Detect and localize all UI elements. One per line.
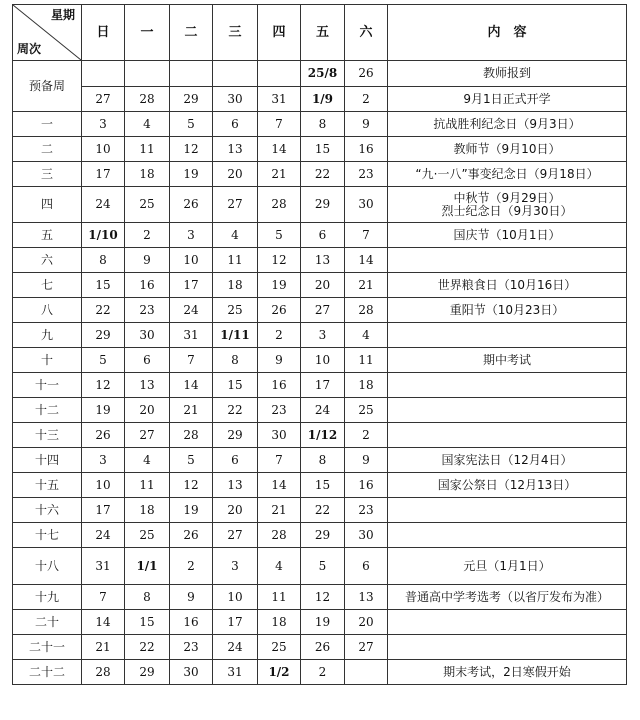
notes-cell xyxy=(388,273,627,298)
date-cell: 25 xyxy=(258,635,301,660)
date-cell xyxy=(82,61,125,87)
table-row xyxy=(13,473,627,498)
table-row xyxy=(13,548,627,585)
week-cell: 八 xyxy=(13,298,82,323)
table-row xyxy=(13,248,627,273)
date-cell: 16 xyxy=(345,137,388,162)
date-cell: 31 xyxy=(170,323,213,348)
table-row xyxy=(13,398,627,423)
date-cell: 6 xyxy=(125,348,170,373)
date-cell: 27 xyxy=(301,298,345,323)
date-cell: 10 xyxy=(213,585,258,610)
date-cell: 26 xyxy=(345,61,388,87)
notes-cell xyxy=(388,548,627,585)
week-cell: 二十二 xyxy=(13,660,82,685)
date-cell: 30 xyxy=(125,323,170,348)
date-cell: 11 xyxy=(125,137,170,162)
table-row xyxy=(13,223,627,248)
week-cell: 九 xyxy=(13,323,82,348)
date-cell: 2 xyxy=(258,323,301,348)
date-cell: 6 xyxy=(301,223,345,248)
week-cell: 十八 xyxy=(13,548,82,585)
notes-cell xyxy=(388,498,627,523)
date-cell: 17 xyxy=(301,373,345,398)
date-cell: 6 xyxy=(345,548,388,585)
date-cell: 27 xyxy=(213,523,258,548)
date-cell: 20 xyxy=(213,498,258,523)
week-cell: 十一 xyxy=(13,373,82,398)
header-day-thu: 四 xyxy=(258,5,301,61)
date-cell: 3 xyxy=(170,223,213,248)
notes-cell xyxy=(388,423,627,448)
date-cell: 25 xyxy=(125,187,170,223)
week-cell: 二十一 xyxy=(13,635,82,660)
calendar-body xyxy=(13,61,627,685)
date-cell: 12 xyxy=(82,373,125,398)
date-cell: 17 xyxy=(170,273,213,298)
date-cell: 13 xyxy=(213,473,258,498)
date-cell: 24 xyxy=(213,635,258,660)
date-cell: 27 xyxy=(345,635,388,660)
date-cell: 16 xyxy=(170,610,213,635)
week-cell: 十五 xyxy=(13,473,82,498)
table-row xyxy=(13,448,627,473)
notes-cell xyxy=(388,187,627,223)
date-cell: 20 xyxy=(345,610,388,635)
date-cell: 22 xyxy=(301,162,345,187)
header-notes: 内 容 xyxy=(388,5,627,61)
notes-cell xyxy=(388,398,627,423)
notes-cell xyxy=(388,298,627,323)
notes-cell xyxy=(388,162,627,187)
week-cell: 十三 xyxy=(13,423,82,448)
date-cell: 26 xyxy=(82,423,125,448)
date-cell: 10 xyxy=(301,348,345,373)
date-cell: 31 xyxy=(258,87,301,112)
date-cell: 18 xyxy=(125,498,170,523)
table-row xyxy=(13,523,627,548)
date-cell: 9 xyxy=(125,248,170,273)
table-row xyxy=(13,610,627,635)
date-cell: 30 xyxy=(258,423,301,448)
date-cell: 5 xyxy=(170,448,213,473)
note-text: 期末考试，2日寒假开始 xyxy=(443,664,571,679)
table-row xyxy=(13,635,627,660)
date-cell: 4 xyxy=(345,323,388,348)
note-text: 抗战胜利纪念日（9月3日） xyxy=(433,116,581,131)
date-cell: 7 xyxy=(258,448,301,473)
note-text: 世界粮食日（10月16日） xyxy=(437,277,577,292)
date-cell: 17 xyxy=(213,610,258,635)
date-cell: 9 xyxy=(258,348,301,373)
week-cell: 一 xyxy=(13,112,82,137)
date-cell: 31 xyxy=(213,660,258,685)
date-cell: 21 xyxy=(258,498,301,523)
date-cell: 29 xyxy=(170,87,213,112)
note-text: 中秋节（9月29日） xyxy=(453,190,561,205)
date-cell: 9 xyxy=(345,112,388,137)
table-row xyxy=(13,87,627,112)
date-cell: 2 xyxy=(170,548,213,585)
date-cell: 7 xyxy=(345,223,388,248)
date-cell: 30 xyxy=(345,187,388,223)
date-cell: 29 xyxy=(301,187,345,223)
note-text: 元旦（1月1日） xyxy=(463,558,551,573)
date-cell: 20 xyxy=(213,162,258,187)
date-cell xyxy=(125,61,170,87)
date-cell: 30 xyxy=(170,660,213,685)
date-cell: 28 xyxy=(345,298,388,323)
date-cell: 24 xyxy=(170,298,213,323)
note-text: 重阳节（10月23日） xyxy=(449,302,565,317)
date-cell: 2 xyxy=(345,423,388,448)
notes-cell xyxy=(388,373,627,398)
date-cell: 29 xyxy=(82,323,125,348)
date-cell: 28 xyxy=(258,187,301,223)
week-cell: 十二 xyxy=(13,398,82,423)
date-cell: 6 xyxy=(213,112,258,137)
note-text: 教师节（9月10日） xyxy=(453,141,561,156)
date-cell: 31 xyxy=(82,548,125,585)
week-cell: 五 xyxy=(13,223,82,248)
note-text: 9月1日正式开学 xyxy=(463,91,551,106)
date-cell: 1/12 xyxy=(301,423,345,448)
date-cell: 7 xyxy=(170,348,213,373)
date-cell: 3 xyxy=(301,323,345,348)
date-cell: 15 xyxy=(301,137,345,162)
table-row xyxy=(13,423,627,448)
notes-cell xyxy=(388,635,627,660)
date-cell: 10 xyxy=(82,137,125,162)
school-calendar-table xyxy=(12,4,627,685)
date-cell: 2 xyxy=(125,223,170,248)
date-cell: 26 xyxy=(170,187,213,223)
notes-cell xyxy=(388,137,627,162)
date-cell: 13 xyxy=(125,373,170,398)
date-cell: 27 xyxy=(213,187,258,223)
notes-cell xyxy=(388,523,627,548)
date-cell xyxy=(170,61,213,87)
date-cell: 13 xyxy=(301,248,345,273)
date-cell: 15 xyxy=(125,610,170,635)
corner-cell xyxy=(13,5,82,61)
header-day-fri: 五 xyxy=(301,5,345,61)
date-cell: 4 xyxy=(213,223,258,248)
notes-cell xyxy=(388,660,627,685)
week-cell: 十六 xyxy=(13,498,82,523)
date-cell: 19 xyxy=(82,398,125,423)
table-row xyxy=(13,162,627,187)
date-cell: 1/9 xyxy=(301,87,345,112)
date-cell: 20 xyxy=(125,398,170,423)
date-cell: 23 xyxy=(258,398,301,423)
note-text: 教师报到 xyxy=(482,66,531,80)
notes-cell xyxy=(388,348,627,373)
table-row xyxy=(13,660,627,685)
date-cell: 10 xyxy=(82,473,125,498)
date-cell: 25 xyxy=(125,523,170,548)
date-cell: 29 xyxy=(213,423,258,448)
date-cell: 12 xyxy=(170,137,213,162)
date-cell: 21 xyxy=(258,162,301,187)
date-cell: 3 xyxy=(213,548,258,585)
date-cell: 25/8 xyxy=(301,61,345,87)
table-row xyxy=(13,61,627,87)
notes-cell xyxy=(388,610,627,635)
week-cell: 二十 xyxy=(13,610,82,635)
table-row xyxy=(13,187,627,223)
date-cell: 24 xyxy=(301,398,345,423)
date-cell: 4 xyxy=(125,112,170,137)
date-cell: 26 xyxy=(170,523,213,548)
date-cell: 18 xyxy=(258,610,301,635)
date-cell: 9 xyxy=(170,585,213,610)
date-cell: 21 xyxy=(170,398,213,423)
date-cell: 8 xyxy=(125,585,170,610)
week-cell: 四 xyxy=(13,187,82,223)
week-cell: 十四 xyxy=(13,448,82,473)
date-cell: 1/1 xyxy=(125,548,170,585)
note-text: 普通高中学考选考（以省厅发布为准） xyxy=(404,589,609,604)
date-cell: 28 xyxy=(125,87,170,112)
date-cell: 14 xyxy=(258,473,301,498)
note-text: 国庆节（10月1日） xyxy=(453,227,561,242)
notes-cell xyxy=(388,112,627,137)
date-cell: 19 xyxy=(301,610,345,635)
date-cell: 6 xyxy=(213,448,258,473)
date-cell: 22 xyxy=(82,298,125,323)
notes-cell xyxy=(388,585,627,610)
notes-cell xyxy=(388,323,627,348)
date-cell: 25 xyxy=(345,398,388,423)
date-cell: 14 xyxy=(170,373,213,398)
date-cell: 14 xyxy=(258,137,301,162)
date-cell: 21 xyxy=(345,273,388,298)
note-text: 国家宪法日（12月4日） xyxy=(441,452,573,467)
week-cell: 六 xyxy=(13,248,82,273)
date-cell: 22 xyxy=(213,398,258,423)
date-cell: 22 xyxy=(301,498,345,523)
notes-cell xyxy=(388,448,627,473)
header-day-wed: 三 xyxy=(213,5,258,61)
date-cell: 12 xyxy=(258,248,301,273)
week-cell: 十九 xyxy=(13,585,82,610)
date-cell: 5 xyxy=(258,223,301,248)
date-cell: 23 xyxy=(125,298,170,323)
date-cell: 17 xyxy=(82,498,125,523)
date-cell: 18 xyxy=(345,373,388,398)
date-cell: 13 xyxy=(213,137,258,162)
date-cell: 24 xyxy=(82,187,125,223)
header-day-sat: 六 xyxy=(345,5,388,61)
week-cell: 三 xyxy=(13,162,82,187)
date-cell: 29 xyxy=(301,523,345,548)
date-cell: 8 xyxy=(301,112,345,137)
date-cell: 16 xyxy=(345,473,388,498)
header-day-sun: 日 xyxy=(82,5,125,61)
date-cell: 15 xyxy=(82,273,125,298)
date-cell: 8 xyxy=(301,448,345,473)
date-cell: 21 xyxy=(82,635,125,660)
date-cell: 28 xyxy=(170,423,213,448)
table-row xyxy=(13,498,627,523)
note-text: “九·一八”事变纪念日（9月18日） xyxy=(415,166,599,181)
date-cell: 16 xyxy=(125,273,170,298)
note-text: 烈士纪念日（9月30日） xyxy=(441,203,573,218)
date-cell: 10 xyxy=(170,248,213,273)
date-cell: 27 xyxy=(82,87,125,112)
date-cell: 2 xyxy=(345,87,388,112)
table-row xyxy=(13,112,627,137)
date-cell: 26 xyxy=(301,635,345,660)
date-cell: 13 xyxy=(345,585,388,610)
date-cell: 24 xyxy=(82,523,125,548)
date-cell: 19 xyxy=(258,273,301,298)
date-cell: 11 xyxy=(213,248,258,273)
date-cell: 27 xyxy=(125,423,170,448)
note-text: 国家公祭日（12月13日） xyxy=(437,477,577,492)
table-row xyxy=(13,348,627,373)
date-cell: 11 xyxy=(125,473,170,498)
date-cell: 3 xyxy=(82,448,125,473)
header-row xyxy=(13,5,627,61)
date-cell: 23 xyxy=(345,498,388,523)
header-day-tue: 二 xyxy=(170,5,213,61)
notes-cell xyxy=(388,473,627,498)
date-cell: 23 xyxy=(170,635,213,660)
table-row xyxy=(13,585,627,610)
date-cell: 11 xyxy=(258,585,301,610)
date-cell: 5 xyxy=(301,548,345,585)
date-cell: 20 xyxy=(301,273,345,298)
notes-cell xyxy=(388,223,627,248)
week-cell: 十 xyxy=(13,348,82,373)
corner-weekday-label: 星期 xyxy=(50,8,75,22)
date-cell: 7 xyxy=(82,585,125,610)
date-cell: 18 xyxy=(213,273,258,298)
table-row xyxy=(13,298,627,323)
date-cell: 22 xyxy=(125,635,170,660)
week-cell: 十七 xyxy=(13,523,82,548)
date-cell: 30 xyxy=(345,523,388,548)
date-cell xyxy=(345,660,388,685)
date-cell: 1/11 xyxy=(213,323,258,348)
date-cell: 28 xyxy=(82,660,125,685)
week-cell: 二 xyxy=(13,137,82,162)
date-cell: 25 xyxy=(213,298,258,323)
table-row xyxy=(13,137,627,162)
date-cell: 23 xyxy=(345,162,388,187)
date-cell: 4 xyxy=(125,448,170,473)
table-row xyxy=(13,373,627,398)
date-cell: 19 xyxy=(170,498,213,523)
notes-cell xyxy=(388,61,627,87)
date-cell: 15 xyxy=(213,373,258,398)
date-cell: 5 xyxy=(82,348,125,373)
date-cell: 2 xyxy=(301,660,345,685)
date-cell: 28 xyxy=(258,523,301,548)
header-day-mon: 一 xyxy=(125,5,170,61)
date-cell: 1/10 xyxy=(82,223,125,248)
date-cell: 26 xyxy=(258,298,301,323)
date-cell: 1/2 xyxy=(258,660,301,685)
date-cell: 5 xyxy=(170,112,213,137)
table-row xyxy=(13,273,627,298)
date-cell: 3 xyxy=(82,112,125,137)
week-cell: 七 xyxy=(13,273,82,298)
date-cell: 11 xyxy=(345,348,388,373)
date-cell: 8 xyxy=(213,348,258,373)
date-cell xyxy=(213,61,258,87)
table-row xyxy=(13,323,627,348)
date-cell xyxy=(258,61,301,87)
date-cell: 4 xyxy=(258,548,301,585)
date-cell: 14 xyxy=(82,610,125,635)
date-cell: 14 xyxy=(345,248,388,273)
date-cell: 29 xyxy=(125,660,170,685)
note-text: 期中考试 xyxy=(482,352,531,367)
date-cell: 12 xyxy=(170,473,213,498)
date-cell: 17 xyxy=(82,162,125,187)
corner-week-label: 周次 xyxy=(17,42,42,56)
date-cell: 12 xyxy=(301,585,345,610)
date-cell: 19 xyxy=(170,162,213,187)
date-cell: 9 xyxy=(345,448,388,473)
notes-cell xyxy=(388,248,627,273)
date-cell: 30 xyxy=(213,87,258,112)
notes-cell xyxy=(388,87,627,112)
date-cell: 15 xyxy=(301,473,345,498)
date-cell: 8 xyxy=(82,248,125,273)
date-cell: 7 xyxy=(258,112,301,137)
week-cell: 预备周 xyxy=(13,61,82,112)
date-cell: 16 xyxy=(258,373,301,398)
date-cell: 18 xyxy=(125,162,170,187)
